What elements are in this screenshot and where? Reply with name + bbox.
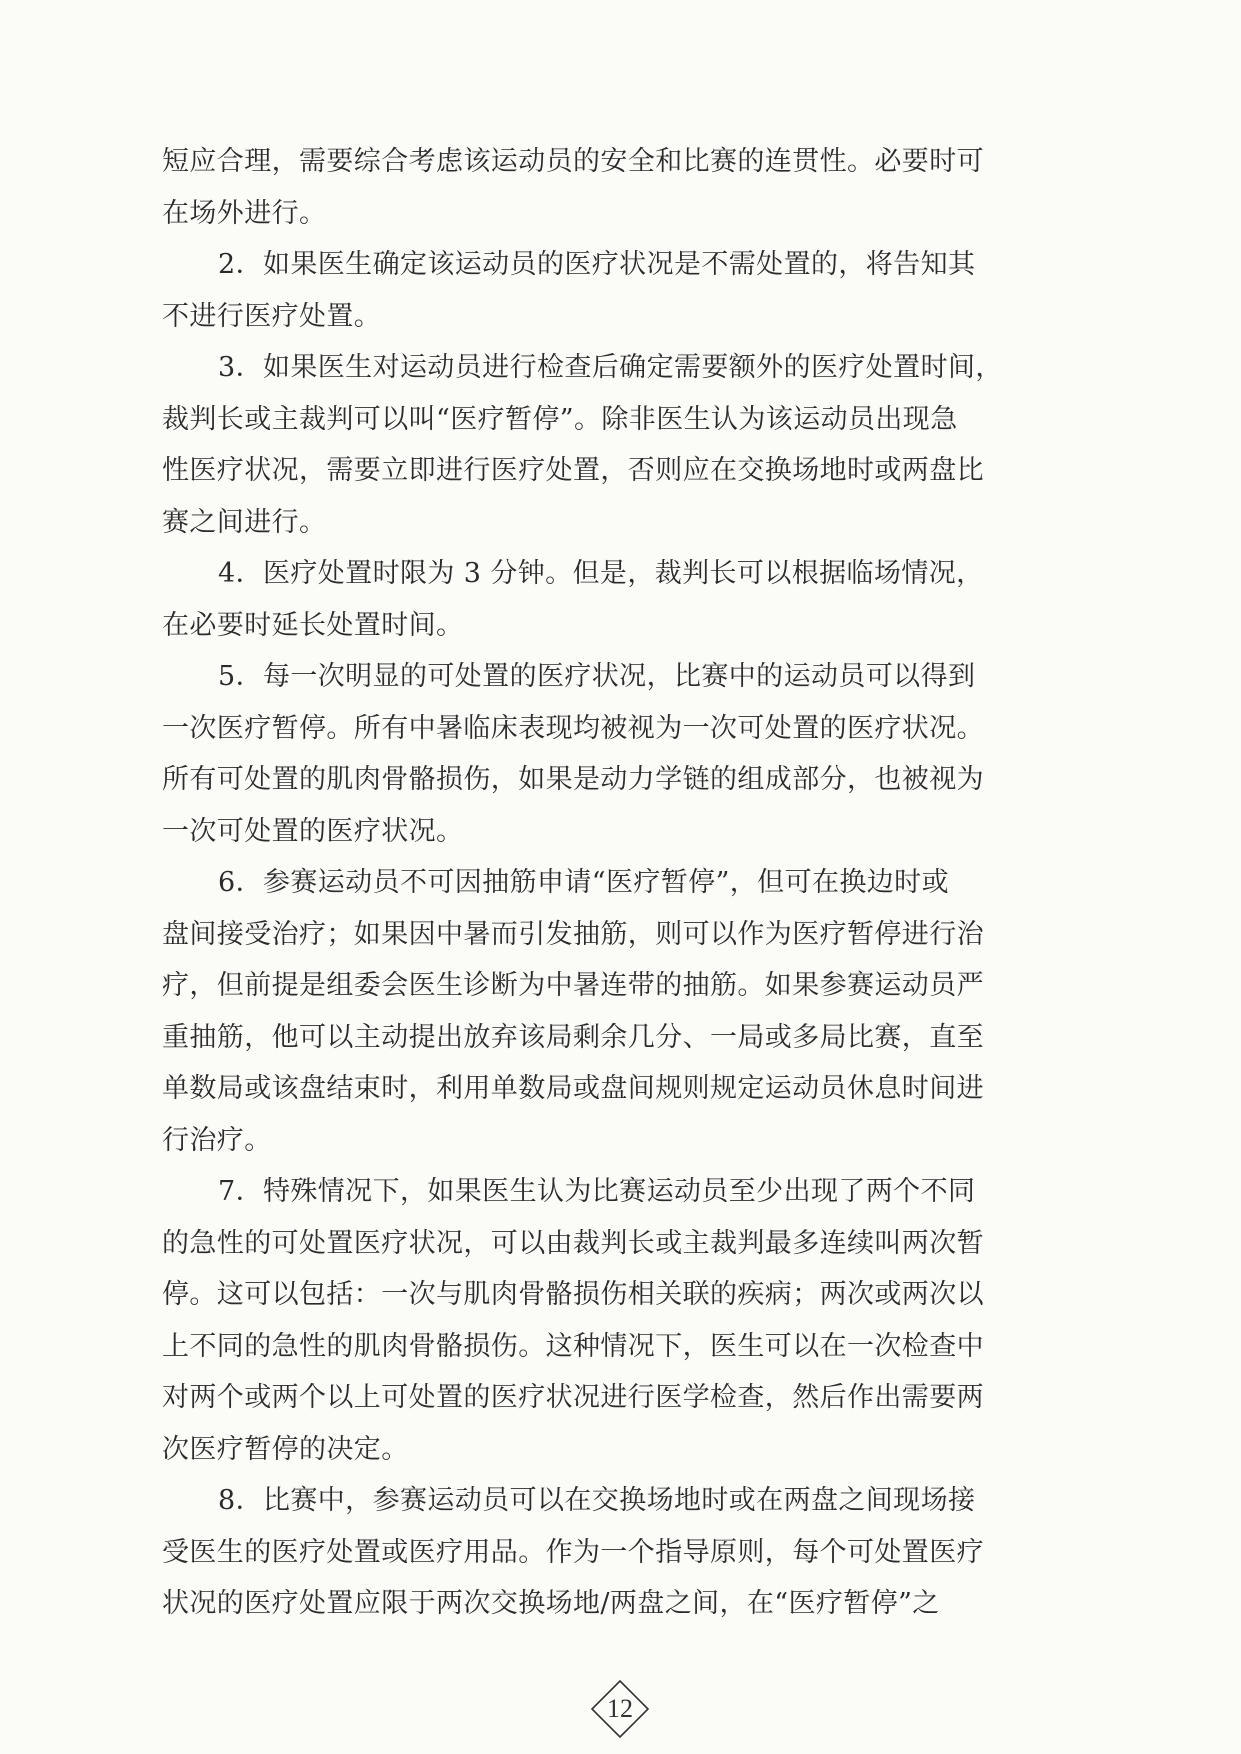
text-line: 对两个或两个以上可处置的医疗状况进行医学检查，然后作出需要两 <box>162 1382 984 1413</box>
text-line: 单数局或该盘结束时，利用单数局或盘间规则规定运动员休息时间进 <box>162 1073 984 1104</box>
text-line: 次医疗暂停的决定。 <box>162 1433 409 1465</box>
paragraph-item-7 <box>162 1166 1057 1475</box>
text-line: 6．参赛运动员不可因抽筋申请“医疗暂停”，但可在换边时或 <box>218 867 949 898</box>
text-line: 受医生的医疗处置或医疗用品。作为一个指导原则，每个可处置医疗 <box>162 1536 984 1568</box>
paragraph-item-4 <box>162 548 1057 651</box>
paragraph-continuation <box>162 136 1057 239</box>
page-number-label: 12 <box>607 1694 633 1723</box>
text-line: 盘间接受治疗；如果因中暑而引发抽筋，则可以作为医疗暂停进行治 <box>162 918 984 950</box>
text-line: 在必要时延长处置时间。 <box>162 609 464 641</box>
body-text <box>162 136 1057 1630</box>
text-line: 停。这可以包括：一次与肌肉骨骼损伤相关联的疾病；两次或两次以 <box>162 1279 984 1310</box>
text-line: 2．如果医生确定该运动员的医疗状况是不需处置的，将告知其 <box>218 249 976 280</box>
text-line: 状况的医疗处置应限于两次交换场地/两盘之间，在“医疗暂停”之 <box>162 1588 940 1619</box>
text-line: 行治疗。 <box>162 1124 272 1156</box>
paragraph-item-8 <box>162 1475 1057 1630</box>
text-line: 3．如果医生对运动员进行检查后确定需要额外的医疗处置时间， <box>218 352 1003 383</box>
text-line: 一次可处置的医疗状况。 <box>162 815 464 847</box>
text-line: 短应合理，需要综合考虑该运动员的安全和比赛的连贯性。必要时可 <box>162 146 984 177</box>
text-line: 性医疗状况，需要立即进行医疗处置，否则应在交换场地时或两盘比 <box>162 455 984 486</box>
text-line: 5．每一次明显的可处置的医疗状况，比赛中的运动员可以得到 <box>218 661 976 692</box>
text-line: 4．医疗处置时限为 3 分钟。但是，裁判长可以根据临场情况， <box>218 558 984 589</box>
text-line: 所有可处置的肌肉骨骼损伤，如果是动力学链的组成部分，也被视为 <box>162 764 984 795</box>
paragraph-item-5 <box>162 651 1057 857</box>
paragraph-item-6 <box>162 857 1057 1166</box>
text-line: 疗，但前提是组委会医生诊断为中暑连带的抽筋。如果参赛运动员严 <box>162 970 984 1001</box>
text-line: 不进行医疗处置。 <box>162 300 382 332</box>
text-line: 7．特殊情况下，如果医生认为比赛运动员至少出现了两个不同 <box>218 1176 976 1207</box>
text-line: 裁判长或主裁判可以叫“医疗暂停”。除非医生认为该运动员出现急 <box>162 403 958 435</box>
text-line: 上不同的急性的肌肉骨骼损伤。这种情况下，医生可以在一次检查中 <box>162 1330 984 1362</box>
paragraph-item-2 <box>162 239 1057 342</box>
page-number <box>590 1679 650 1739</box>
text-line: 8．比赛中，参赛运动员可以在交换场地时或在两盘之间现场接 <box>218 1485 976 1516</box>
text-line: 赛之间进行。 <box>162 506 327 538</box>
paragraph-item-3 <box>162 342 1057 548</box>
text-line: 重抽筋，他可以主动提出放弃该局剩余几分、一局或多局比赛，直至 <box>162 1021 984 1053</box>
text-line: 一次医疗暂停。所有中暑临床表现均被视为一次可处置的医疗状况。 <box>162 712 984 744</box>
text-line: 在场外进行。 <box>162 197 327 229</box>
text-line: 的急性的可处置医疗状况，可以由裁判长或主裁判最多连续叫两次暂 <box>162 1227 984 1259</box>
